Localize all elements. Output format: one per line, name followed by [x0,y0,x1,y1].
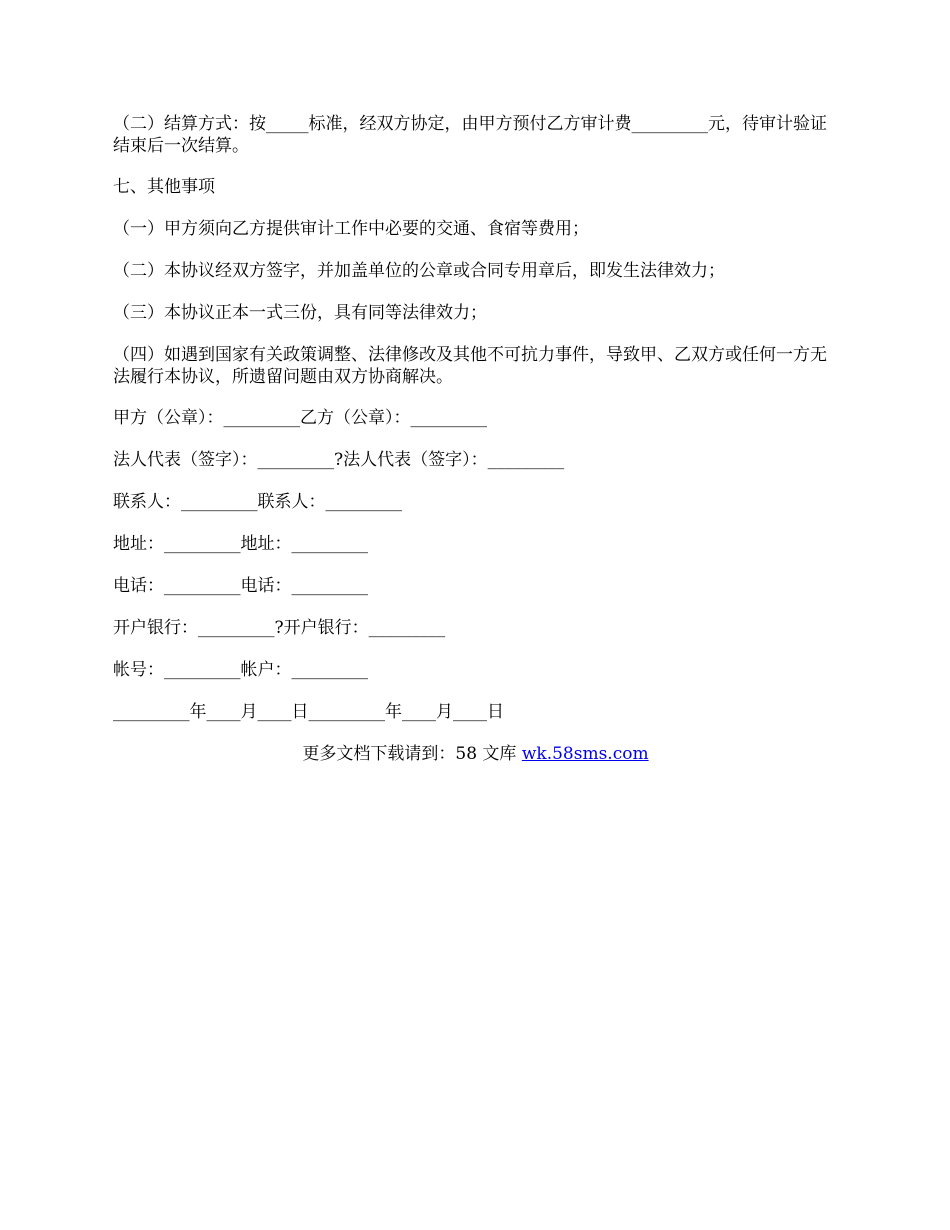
download-footer [113,743,838,765]
paragraph-settlement-method: （二）结算方式：按_____标准，经双方协定，由甲方预付乙方审计费_________元，待审计验证结束后一次结算。 [113,114,827,156]
document-body [113,113,838,765]
paragraph-item-1: （一）甲方须向乙方提供审计工作中必要的交通、食宿等费用； [113,219,589,239]
signature-line-date: _________年____月____日_________年____月____日 [113,702,504,722]
paragraph-item-4: （四）如遇到国家有关政策调整、法律修改及其他不可抗力事件，导致甲、乙双方或任何一方无法履行本协议，所遗留问题由双方协商解决。 [113,345,827,387]
signature-line-legal-rep: 法人代表（签字）：_________?法人代表（签字）：_________ [113,450,565,470]
paragraph-item-3: （三）本协议正本一式三份，具有同等法律效力； [113,303,487,323]
signature-line-account: 帐号：_________帐户：_________ [113,660,368,680]
footer-link[interactable]: wk.58sms.com [521,744,649,764]
signature-line-contact: 联系人：_________联系人：_________ [113,492,402,512]
paragraph-item-2: （二）本协议经双方签字，并加盖单位的公章或合同专用章后，即发生法律效力； [113,261,725,281]
signature-line-bank: 开户银行：_________?开户银行：_________ [113,618,446,638]
footer-prefix: 更多文档下载请到：58 文库 [302,744,522,764]
signature-line-seal: 甲方（公章）：_________乙方（公章）：_________ [113,408,487,428]
section-heading-other-matters: 七、其他事项 [113,177,215,197]
signature-line-phone: 电话：_________电话：_________ [113,576,368,596]
signature-line-address: 地址：_________地址：_________ [113,534,368,554]
